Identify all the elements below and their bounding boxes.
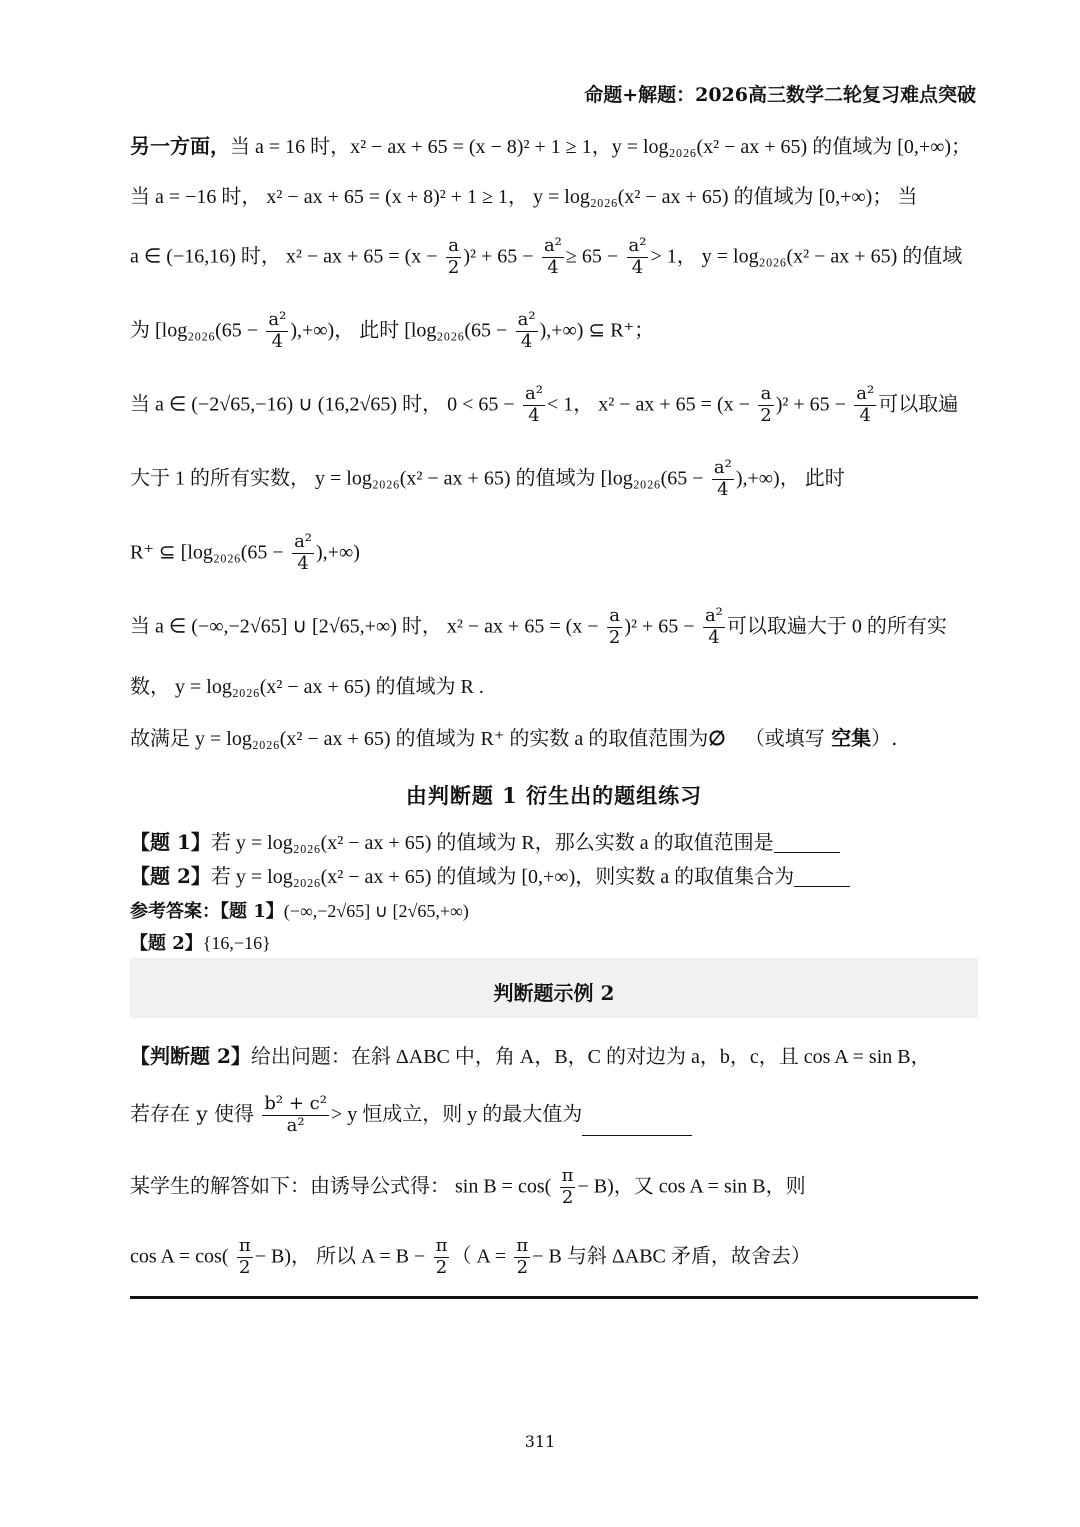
solution-line-2d: − B 与斜 ΔABC 矛盾，故舍去） — [532, 1245, 811, 1268]
horizontal-rule — [130, 1296, 978, 1299]
solution-line-1a: 某学生的解答如下：由诱导公式得： sin B = cos( — [130, 1175, 552, 1198]
line-5c: )² + 65 − — [775, 393, 846, 416]
line-7a: R⁺ ⊆ [log₂₀₂₆(65 − — [130, 541, 284, 564]
fraction-a2-over-4: $\frac{\text{a²}}{4}$ — [704, 605, 723, 648]
paragraph-line-8 — [130, 606, 978, 648]
line-9-text: 数， y = log₂₀₂₆(x² − ax + 65) 的值域为 R . — [130, 676, 484, 698]
reference-answers — [130, 902, 978, 921]
exercise-2-label: 【题 2】 — [130, 864, 211, 888]
problem-2-text: 给出问题：在斜 ΔABC 中，角 A，B，C 的对边为 a，b，c，且 cos A = sin B， — [250, 1046, 931, 1068]
answer-2-label: 【题 2】 — [130, 933, 203, 954]
exercise-1 — [130, 832, 978, 853]
empty-set-symbol: ∅ — [708, 726, 726, 750]
line-1-text: 当 a = 16 时，x² − ax + 65 = (x − 8)² + 1 ≥ 1，y = log₂₀₂₆(x² − ax + 65) 的值域为 [0,+∞)； — [230, 136, 972, 158]
fraction-a2-over-4: $\frac{\text{a²}}{4}$ — [543, 235, 562, 278]
fraction-a-over-2: $\frac{a}{2}$ — [447, 235, 460, 278]
paragraph-line-7 — [130, 532, 978, 574]
page-number: 311 — [524, 1432, 556, 1451]
paragraph-line-5 — [130, 384, 978, 426]
line-8a: 当 a ∈ (−∞,−2√65] ∪ [2√65,+∞) 时， x² − ax + 65 = (x − — [130, 615, 599, 638]
fraction-a2-over-4: $\frac{\text{a²}}{4}$ — [628, 235, 647, 278]
solution-line-1 — [130, 1166, 978, 1208]
line-4b: ),+∞)， 此时 [log₂₀₂₆(65 − — [290, 319, 508, 342]
line-8b: )² + 65 − — [624, 615, 695, 638]
line-7b: ),+∞) — [316, 541, 360, 564]
fraction-pi-over-2: $\frac{\pi}{2}$ — [561, 1165, 574, 1208]
section-band-example-2 — [130, 958, 978, 1018]
conclusion-end: ）. — [871, 726, 898, 750]
answer-blank — [794, 868, 850, 887]
line-3b: )² + 65 − — [463, 245, 534, 268]
paragraph-line-2 — [130, 186, 978, 207]
answer-1-label: 【题 1】 — [220, 901, 284, 922]
problem-2-line-1 — [130, 1046, 978, 1067]
answer-2-value: {16,−16} — [202, 933, 271, 953]
problem-2-label: 【判断题 2】 — [130, 1044, 251, 1068]
line-5a: 当 a ∈ (−2√65,−16) ∪ (16,2√65) 时， 0 < 65 − — [130, 393, 515, 416]
solution-line-1b: − B)，又 cos A = sin B，则 — [577, 1175, 806, 1198]
answer-blank — [774, 834, 840, 853]
running-header: 命题+解题：2026高三数学二轮复习难点突破 — [584, 84, 976, 106]
fraction-a2-over-4: $\frac{\text{a²}}{4}$ — [856, 383, 875, 426]
line-4c: ),+∞) ⊆ R⁺； — [539, 319, 655, 342]
answer-1-value: (−∞,−2√65] ∪ [2√65,+∞) — [283, 901, 469, 921]
paragraph-line-6 — [130, 458, 978, 500]
fraction-a2-over-4: $\frac{\text{a²}}{4}$ — [517, 309, 536, 352]
paragraph-line-3 — [130, 236, 978, 278]
answer-blank — [582, 1117, 692, 1136]
fraction-a2-over-4: $\frac{\text{a²}}{4}$ — [268, 309, 287, 352]
paragraph-conclusion — [130, 728, 978, 749]
line-5d: 可以取遍 — [878, 393, 959, 416]
problem-2-line-2b: > y 恒成立，则 y 的最大值为 — [330, 1103, 583, 1126]
fraction-a2-over-4: $\frac{\text{a²}}{4}$ — [713, 457, 732, 500]
lead-text: 另一方面， — [130, 134, 230, 158]
conclusion-bold: 空集 — [831, 726, 872, 750]
line-6a: 大于 1 的所有实数， y = log₂₀₂₆(x² − ax + 65) 的值域为 [log₂₀₂₆(65 − — [130, 467, 704, 490]
exercise-2-text: 若 y = log₂₀₂₆(x² − ax + 65) 的值域为 [0,+∞)，则实数 a 的取值集合为 — [210, 866, 795, 888]
paragraph-line-9 — [130, 676, 978, 697]
exercise-2 — [130, 866, 978, 887]
line-4a: 为 [log₂₀₂₆(65 − — [130, 319, 259, 342]
line-3a: a ∈ (−16,16) 时， x² − ax + 65 = (x − — [130, 245, 438, 268]
section-title-exercises: 由判断题 1 衍生出的题组练习 — [405, 783, 703, 808]
problem-2-line-2a: 若存在 y 使得 — [130, 1101, 255, 1126]
line-8c: 可以取遍大于 0 的所有实 — [726, 615, 947, 638]
fraction-b2c2-over-a2: $\frac{\text{b² + c²}}{\text{a²}}$ — [264, 1093, 327, 1136]
solution-line-2 — [130, 1236, 978, 1278]
exercise-1-label: 【题 1】 — [130, 830, 211, 854]
fraction-a-over-2: $\frac{a}{2}$ — [760, 383, 772, 426]
fraction-pi-over-2: $\frac{\pi}{2}$ — [435, 1235, 448, 1278]
paragraph-line-4 — [130, 310, 978, 352]
reference-answer-2 — [130, 934, 978, 953]
section-title-example-2: 判断题示例 2 — [493, 981, 615, 1005]
exercise-1-text: 若 y = log₂₀₂₆(x² − ax + 65) 的值域为 R，那么实数 a 的取值范围是 — [210, 832, 774, 854]
line-5b: < 1， x² − ax + 65 = (x − — [546, 393, 750, 416]
line-3d: > 1， y = log₂₀₂₆(x² − ax + 65) 的值域 — [650, 245, 963, 268]
conclusion-text: 故满足 y = log₂₀₂₆(x² − ax + 65) 的值域为 R⁺ 的实数 a 的取值范围为 — [130, 728, 709, 750]
line-2-text: 当 a = −16 时， x² − ax + 65 = (x + 8)² + 1 ≥ 1， y = log₂₀₂₆(x² − ax + 65) 的值域为 [0,+∞)； 当 — [130, 186, 918, 208]
answers-label: 参考答案： — [130, 901, 220, 922]
fraction-a2-over-4: $\frac{\text{a²}}{4}$ — [525, 383, 543, 426]
fraction-a2-over-4: $\frac{\text{a²}}{4}$ — [294, 531, 313, 574]
solution-line-2c: （ A = — [451, 1245, 507, 1268]
solution-line-2a: cos A = cos( — [130, 1245, 229, 1268]
problem-2-line-2 — [130, 1094, 978, 1136]
paragraph-line-1 — [130, 136, 978, 157]
solution-line-2b: − B)， 所以 A = B − — [254, 1245, 426, 1268]
line-3c: ≥ 65 − — [565, 245, 619, 268]
fraction-pi-over-2: $\frac{\pi}{2}$ — [516, 1235, 529, 1278]
fraction-a-over-2: $\frac{a}{2}$ — [608, 605, 621, 648]
conclusion-alt: （或填写 — [744, 726, 825, 750]
line-6b: ),+∞)， 此时 — [735, 467, 845, 490]
fraction-pi-over-2: $\frac{\pi}{2}$ — [238, 1235, 251, 1278]
